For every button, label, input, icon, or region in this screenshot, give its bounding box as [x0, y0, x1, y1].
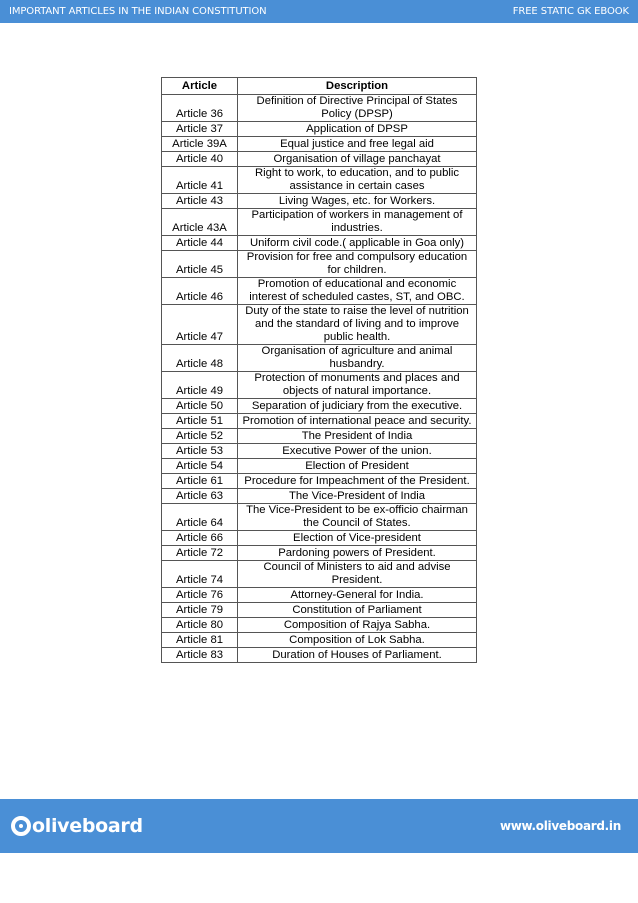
article-description: Election of President [238, 459, 477, 474]
website-link[interactable]: www.oliveboard.in [499, 819, 621, 833]
table-row [162, 152, 477, 167]
table-row [162, 459, 477, 474]
table-row [162, 122, 477, 137]
article-number: Article 76 [162, 588, 238, 603]
article-number: Article 39A [162, 137, 238, 152]
article-number: Article 48 [162, 345, 238, 372]
article-number: Article 53 [162, 444, 238, 459]
article-description: Attorney-General for India. [238, 588, 477, 603]
table-row [162, 633, 477, 648]
article-description: Equal justice and free legal aid [238, 137, 477, 152]
article-number: Article 72 [162, 546, 238, 561]
article-description: Pardoning powers of President. [238, 546, 477, 561]
table-row [162, 95, 477, 122]
article-number: Article 47 [162, 305, 238, 345]
brand-name: oliveboard [32, 815, 143, 837]
table-row [162, 546, 477, 561]
table-row [162, 305, 477, 345]
article-description: Participation of workers in management of industries. [238, 209, 477, 236]
article-number: Article 79 [162, 603, 238, 618]
articles-table [161, 77, 477, 663]
article-description: Duration of Houses of Parliament. [238, 648, 477, 663]
table-row [162, 561, 477, 588]
article-number: Article 37 [162, 122, 238, 137]
table-row [162, 194, 477, 209]
article-description: Election of Vice-president [238, 531, 477, 546]
table-row [162, 531, 477, 546]
article-number: Article 45 [162, 251, 238, 278]
table-row [162, 372, 477, 399]
column-header-article: Article [162, 78, 238, 95]
article-description: Promotion of international peace and security. [238, 414, 477, 429]
article-number: Article 43 [162, 194, 238, 209]
article-description: Provision for free and compulsory education for children. [238, 251, 477, 278]
article-number: Article 61 [162, 474, 238, 489]
article-description: Organisation of village panchayat [238, 152, 477, 167]
article-description: The Vice-President to be ex-officio chairman the Council of States. [238, 504, 477, 531]
article-description: Uniform civil code.( applicable in Goa only) [238, 236, 477, 251]
article-description: The Vice-President of India [238, 489, 477, 504]
article-description: Protection of monuments and places and objects of natural importance. [238, 372, 477, 399]
article-number: Article 64 [162, 504, 238, 531]
article-description: Procedure for Impeachment of the President. [238, 474, 477, 489]
article-number: Article 51 [162, 414, 238, 429]
article-number: Article 46 [162, 278, 238, 305]
article-number: Article 52 [162, 429, 238, 444]
article-description: Definition of Directive Principal of States Policy (DPSP) [238, 95, 477, 122]
article-description: Right to work, to education, and to public assistance in certain cases [238, 167, 477, 194]
article-number: Article 50 [162, 399, 238, 414]
article-number: Article 66 [162, 531, 238, 546]
article-description: Organisation of agriculture and animal husbandry. [238, 345, 477, 372]
article-description: Executive Power of the union. [238, 444, 477, 459]
article-description: Duty of the state to raise the level of nutrition and the standard of living and to improve public health. [238, 305, 477, 345]
article-description: Separation of judiciary from the executive. [238, 399, 477, 414]
article-number: Article 43A [162, 209, 238, 236]
table-row [162, 618, 477, 633]
article-description: Promotion of educational and economic interest of scheduled castes, ST, and OBC. [238, 278, 477, 305]
column-header-description: Description [238, 78, 477, 95]
article-description: Living Wages, etc. for Workers. [238, 194, 477, 209]
table-row [162, 489, 477, 504]
table-row [162, 414, 477, 429]
table-row [162, 603, 477, 618]
article-number: Article 40 [162, 152, 238, 167]
table-row [162, 251, 477, 278]
article-number: Article 36 [162, 95, 238, 122]
table-row [162, 236, 477, 251]
table-row [162, 278, 477, 305]
table-row [162, 444, 477, 459]
article-number: Article 49 [162, 372, 238, 399]
table-row [162, 648, 477, 663]
table-row [162, 399, 477, 414]
article-description: Composition of Lok Sabha. [238, 633, 477, 648]
article-number: Article 74 [162, 561, 238, 588]
article-description: The President of India [238, 429, 477, 444]
article-number: Article 44 [162, 236, 238, 251]
article-number: Article 81 [162, 633, 238, 648]
article-description: Constitution of Parliament [238, 603, 477, 618]
ebook-label: FREE STATIC GK EBOOK [512, 6, 629, 17]
table-row [162, 137, 477, 152]
oliveboard-logo [11, 813, 143, 839]
article-description: Application of DPSP [238, 122, 477, 137]
article-number: Article 83 [162, 648, 238, 663]
table-row [162, 167, 477, 194]
article-description: Composition of Rajya Sabha. [238, 618, 477, 633]
article-description: Council of Ministers to aid and advise President. [238, 561, 477, 588]
table-row [162, 474, 477, 489]
article-number: Article 63 [162, 489, 238, 504]
top-banner [0, 0, 638, 23]
table-body [162, 95, 477, 663]
oliveboard-logo-icon [11, 816, 31, 836]
article-number: Article 54 [162, 459, 238, 474]
article-number: Article 41 [162, 167, 238, 194]
table-row [162, 345, 477, 372]
table-header-row [162, 78, 477, 95]
article-number: Article 80 [162, 618, 238, 633]
table-row [162, 209, 477, 236]
document-title: IMPORTANT ARTICLES IN THE INDIAN CONSTITUTION [9, 6, 267, 17]
footer-banner [0, 799, 638, 853]
table-row [162, 588, 477, 603]
table-row [162, 429, 477, 444]
table-row [162, 504, 477, 531]
